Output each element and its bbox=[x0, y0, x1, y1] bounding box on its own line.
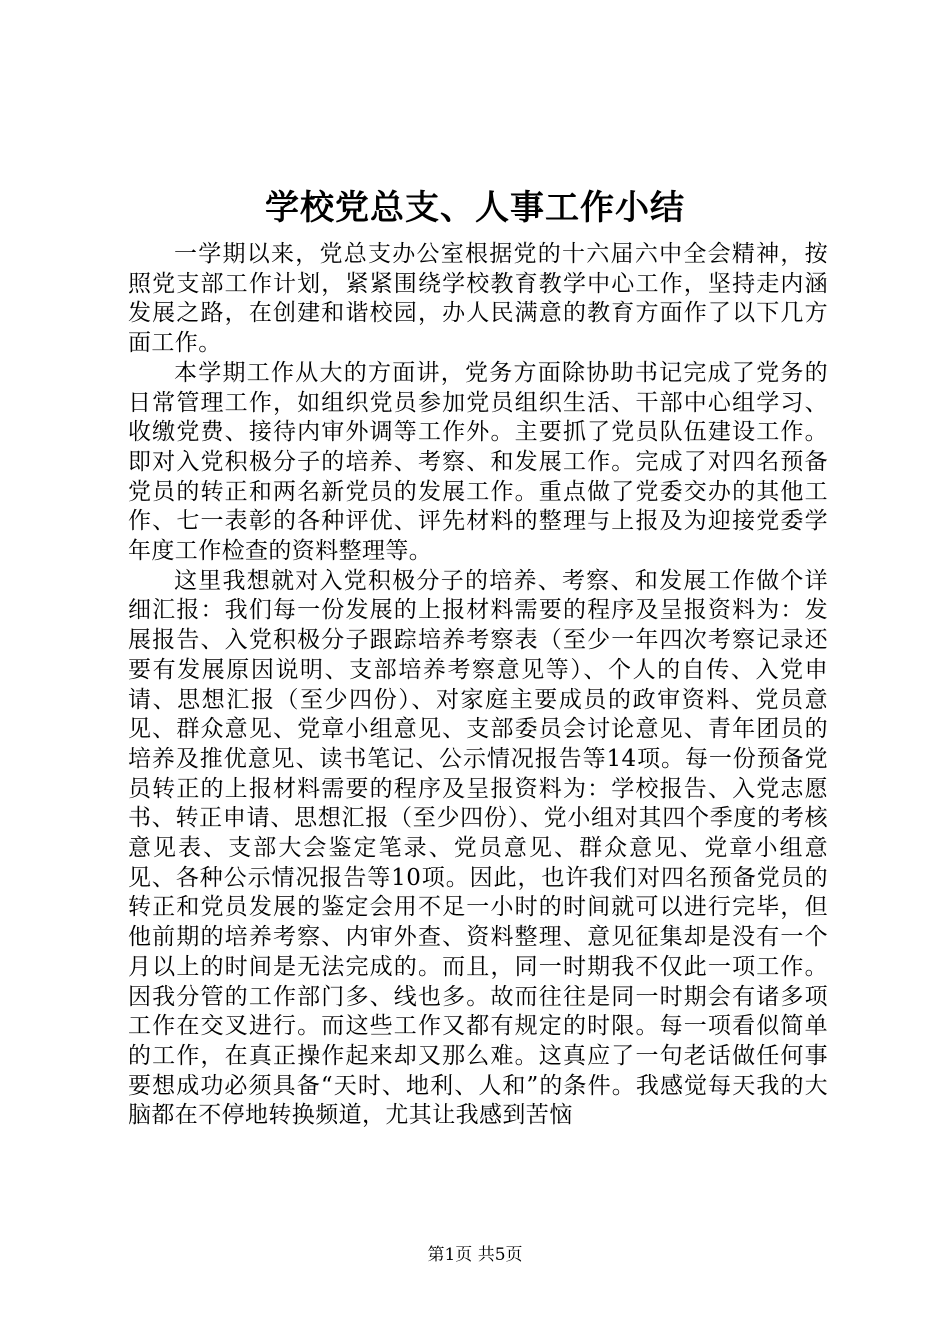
page-footer: 第1页 共5页 bbox=[427, 1245, 523, 1265]
paragraph-3: 这里我想就对入党积极分子的培养、考察、和发展工作做个详细汇报：我们每一份发展的上报材料需要的程序及呈报资料为：发展报告、入党积极分子跟踪培养考察表（至少一年四次考察记录还要有发展原因说明、支部培养考察意见等）、个人的自传、入党申请、思想汇报（至少四份）、对家庭主要成员的政审资料、党员意见、群众意见、党章小组意见、支部委员会讨论意见、青年团员的培养及推优意见、读书笔记、公示情况报告等14项。每一份预备党员转正的上报材料需要的程序及呈报资料为：学校报告、入党志愿书、转正申请、思想汇报（至少四份）、党小组对其四个季度的考核意见表、支部大会鉴定笔录、党员意见、群众意见、党章小组意见、各种公示情况报告等10项。因此，也许我们对四名预备党员的转正和党员发展的鉴定会用不足一小时的时间就可以进行完毕，但他前期的培养考察、内审外查、资料整理、意见征集却是没有一个月以上的时间是无法完成的。而且，同一时期我不仅此一项工作。因我分管的工作部门多、线也多。故而往往是同一时期会有诸多项工作在交叉进行。而这些工作又都有规定的时限。每一项看似简单的工作，在真正操作起来却又那么难。这真应了一句老话做任何事要想成功必须具备“天时、地利、人和”的条件。我感觉每天我的大脑都在不停地转换频道，尤其让我感到苦恼 bbox=[128, 567, 828, 1129]
paragraph-1: 一学期以来，党总支办公室根据党的十六届六中全会精神，按照党支部工作计划，紧紧围绕学校教育教学中心工作，坚持走内涵发展之路，在创建和谐校园，办人民满意的教育方面作了以下几方面工作。 bbox=[128, 241, 828, 357]
document-body bbox=[128, 240, 828, 1131]
document-title: 学校党总支、人事工作小结 bbox=[265, 188, 685, 228]
paragraph-2: 本学期工作从大的方面讲，党务方面除协助书记完成了党务的日常管理工作，如组织党员参加党员组织生活、干部中心组学习、收缴党费、接待内审外调等工作外。主要抓了党员队伍建设工作。即对入党积极分子的培养、考察、和发展工作。完成了对四名预备党员的转正和两名新党员的发展工作。重点做了党委交办的其他工作、七一表彰的各种评优、评先材料的整理与上报及为迎接党委学年度工作检查的资料整理等。 bbox=[128, 359, 828, 565]
